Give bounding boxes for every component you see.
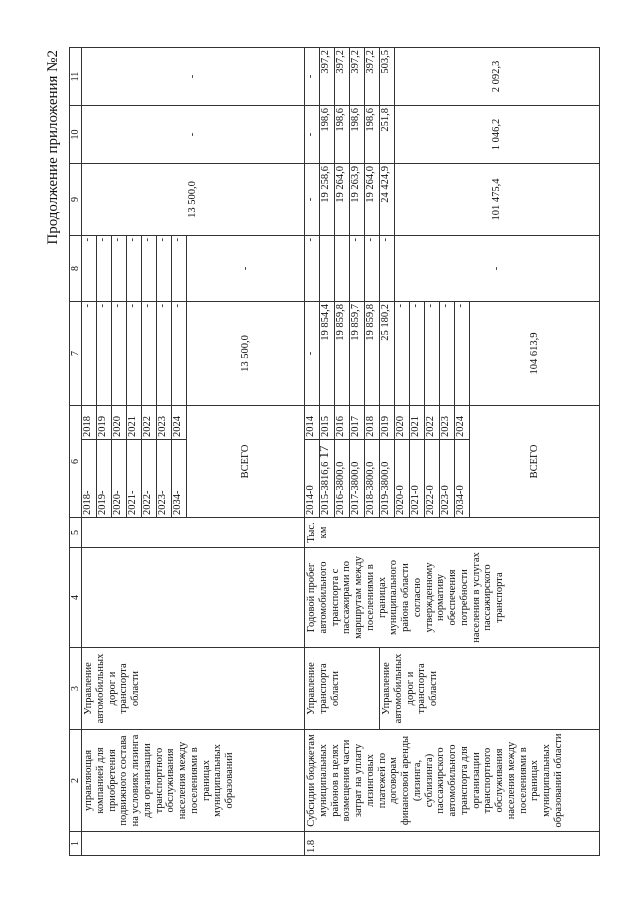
value-col7: - xyxy=(127,302,142,406)
value-col9: - xyxy=(305,164,320,236)
year: 2024 xyxy=(455,406,470,440)
col-header-9: 9 xyxy=(70,164,82,236)
total-col7: 13 500,0 xyxy=(187,302,305,406)
unit xyxy=(82,518,305,548)
value-col7: - xyxy=(455,302,470,406)
program-table xyxy=(69,47,600,856)
value-col10: 198,6 xyxy=(350,106,365,164)
target-value: 2021-0 xyxy=(410,440,425,518)
value-col8: - xyxy=(157,236,172,302)
year: 2023 xyxy=(157,406,172,440)
target-value: 2020-0 xyxy=(395,440,410,518)
value-col11: 397,2 xyxy=(365,48,380,106)
value-col10: - xyxy=(305,106,320,164)
measure-description: Субсидии бюджетам муниципальных районов в целях возмещения части затрат на уплату лизинговых платежей по договорам финансовой аренды (лизинга, сублизинга) пассажирского автомобильного транспорта для организации транспортного обслуживания населения между поселениями в границах муниципальных образований области xyxy=(305,730,600,832)
value-col10: 251,8 xyxy=(380,106,395,164)
value-col7: - xyxy=(172,302,187,406)
value-col11: - xyxy=(82,48,305,106)
target-value: 2034- xyxy=(172,440,187,518)
value-col8: - xyxy=(127,236,142,302)
value-col11: 397,2 xyxy=(320,48,335,106)
value-col7: 19 854,4 xyxy=(320,302,335,406)
year: 2023 xyxy=(440,406,455,440)
indicator: Годовой пробег автомобильного транспорта с пассажирами по маршрутам между поселениями в границах муниципального района области согласно утвержденному нормативу обеспечения потребности населения в услугах пассажирского транспорта xyxy=(305,548,600,648)
value-col11: - xyxy=(305,48,320,106)
value-col9: 13 500,0 xyxy=(82,164,305,236)
total-col11: 2 092,3 xyxy=(395,48,600,106)
total-col8: - xyxy=(395,236,600,302)
target-value: 2023- xyxy=(157,440,172,518)
target-value: 2014-0 xyxy=(305,440,320,518)
value-col10: 198,6 xyxy=(320,106,335,164)
year: 2015 xyxy=(320,406,335,440)
value-col9: 19 263,9 xyxy=(350,164,365,236)
unit: Тыс. км xyxy=(305,518,600,548)
value-col7: - xyxy=(112,302,127,406)
value-col11: 503,5 xyxy=(380,48,395,106)
value-col7: - xyxy=(440,302,455,406)
value-col11: 397,2 xyxy=(335,48,350,106)
value-col7: - xyxy=(97,302,112,406)
value-col7: - xyxy=(425,302,440,406)
row-number xyxy=(82,832,305,856)
col-header-4: 4 xyxy=(70,548,82,648)
executor: Управление транспорта области xyxy=(305,648,380,730)
target-value: 2016-3800,0 xyxy=(335,440,350,518)
measure-description: управляющая компанией для приобретения подвижного состава на условиях лизинга для организации транспортного обслуживания населения между поселениями в границах муниципальных образований xyxy=(82,730,305,832)
col-header-6: 6 xyxy=(70,406,82,518)
value-col10: - xyxy=(82,106,305,164)
col-header-3: 3 xyxy=(70,648,82,730)
year: 2020 xyxy=(395,406,410,440)
target-value: 2022- xyxy=(142,440,157,518)
year: 2022 xyxy=(142,406,157,440)
value-col7: 25 180,2 xyxy=(380,302,395,406)
value-col8 xyxy=(320,236,335,302)
value-col10: 198,6 xyxy=(365,106,380,164)
value-col8: - xyxy=(380,236,395,302)
value-col7: 19 859,7 xyxy=(350,302,365,406)
target-value: 2023-0 xyxy=(440,440,455,518)
year: 2020 xyxy=(112,406,127,440)
value-col9: 24 424,9 xyxy=(380,164,395,236)
indicator xyxy=(82,548,305,648)
value-col7: - xyxy=(305,302,320,406)
value-col7: 19 859,8 xyxy=(335,302,350,406)
value-col9: 19 258,6 xyxy=(320,164,335,236)
value-col8: - xyxy=(82,236,97,302)
value-col8: - xyxy=(305,236,320,302)
year: 2019 xyxy=(97,406,112,440)
value-col8: - xyxy=(97,236,112,302)
value-col7: - xyxy=(410,302,425,406)
value-col8: - xyxy=(350,236,365,302)
year: 2022 xyxy=(425,406,440,440)
total-col10: 1 046,2 xyxy=(395,106,600,164)
year: 2016 xyxy=(335,406,350,440)
value-col8: - xyxy=(112,236,127,302)
executor: Управление автомобильных дорог и транспорта области xyxy=(82,648,305,730)
value-col7: - xyxy=(157,302,172,406)
target-value: 2015-3816,6 xyxy=(320,440,335,518)
col-header-5: 5 xyxy=(70,518,82,548)
target-value: 2019- xyxy=(97,440,112,518)
year: 2014 xyxy=(305,406,320,440)
col-header-2: 2 xyxy=(70,730,82,832)
appendix-caption: Продолжение приложения №2 xyxy=(45,50,61,245)
row-number: 1.8 xyxy=(305,832,600,856)
total-col9: 101 475,4 xyxy=(395,164,600,236)
value-col9: 19 264,0 xyxy=(365,164,380,236)
value-col7: - xyxy=(395,302,410,406)
table-row xyxy=(82,48,97,856)
target-value: 2022-0 xyxy=(425,440,440,518)
value-col7: 19 859,8 xyxy=(365,302,380,406)
year: 2019 xyxy=(380,406,395,440)
page-number: 17 xyxy=(316,445,331,459)
table-row xyxy=(305,48,320,856)
value-col8: - xyxy=(142,236,157,302)
total-label: ВСЕГО xyxy=(470,406,600,518)
executor: Управление автомобильных дорог и транспорта области xyxy=(380,648,600,730)
value-col7: - xyxy=(82,302,97,406)
col-header-10: 10 xyxy=(70,106,82,164)
total-label: ВСЕГО xyxy=(187,406,305,518)
total-col7: 104 613,9 xyxy=(470,302,600,406)
column-number-row xyxy=(70,48,82,856)
value-col9: 19 264,0 xyxy=(335,164,350,236)
target-value: 2021- xyxy=(127,440,142,518)
col-header-11: 11 xyxy=(70,48,82,106)
target-value: 2020- xyxy=(112,440,127,518)
year: 2017 xyxy=(350,406,365,440)
target-value: 2018- xyxy=(82,440,97,518)
rotated-page xyxy=(45,48,625,856)
target-value: 2017-3800,0 xyxy=(350,440,365,518)
value-col8: - xyxy=(365,236,380,302)
value-col8: - xyxy=(172,236,187,302)
year: 2018 xyxy=(365,406,380,440)
year: 2021 xyxy=(410,406,425,440)
value-col11: 397,2 xyxy=(350,48,365,106)
col-header-1: 1 xyxy=(70,832,82,856)
target-value: 2019-3800,0 xyxy=(380,440,395,518)
col-header-7: 7 xyxy=(70,302,82,406)
year: 2024 xyxy=(172,406,187,440)
value-col10: 198,6 xyxy=(335,106,350,164)
value-col8 xyxy=(335,236,350,302)
year: 2021 xyxy=(127,406,142,440)
target-value: 2034-0 xyxy=(455,440,470,518)
value-col7: - xyxy=(142,302,157,406)
target-value: 2018-3800,0 xyxy=(365,440,380,518)
col-header-8: 8 xyxy=(70,236,82,302)
total-col8: - xyxy=(187,236,305,302)
year: 2018 xyxy=(82,406,97,440)
